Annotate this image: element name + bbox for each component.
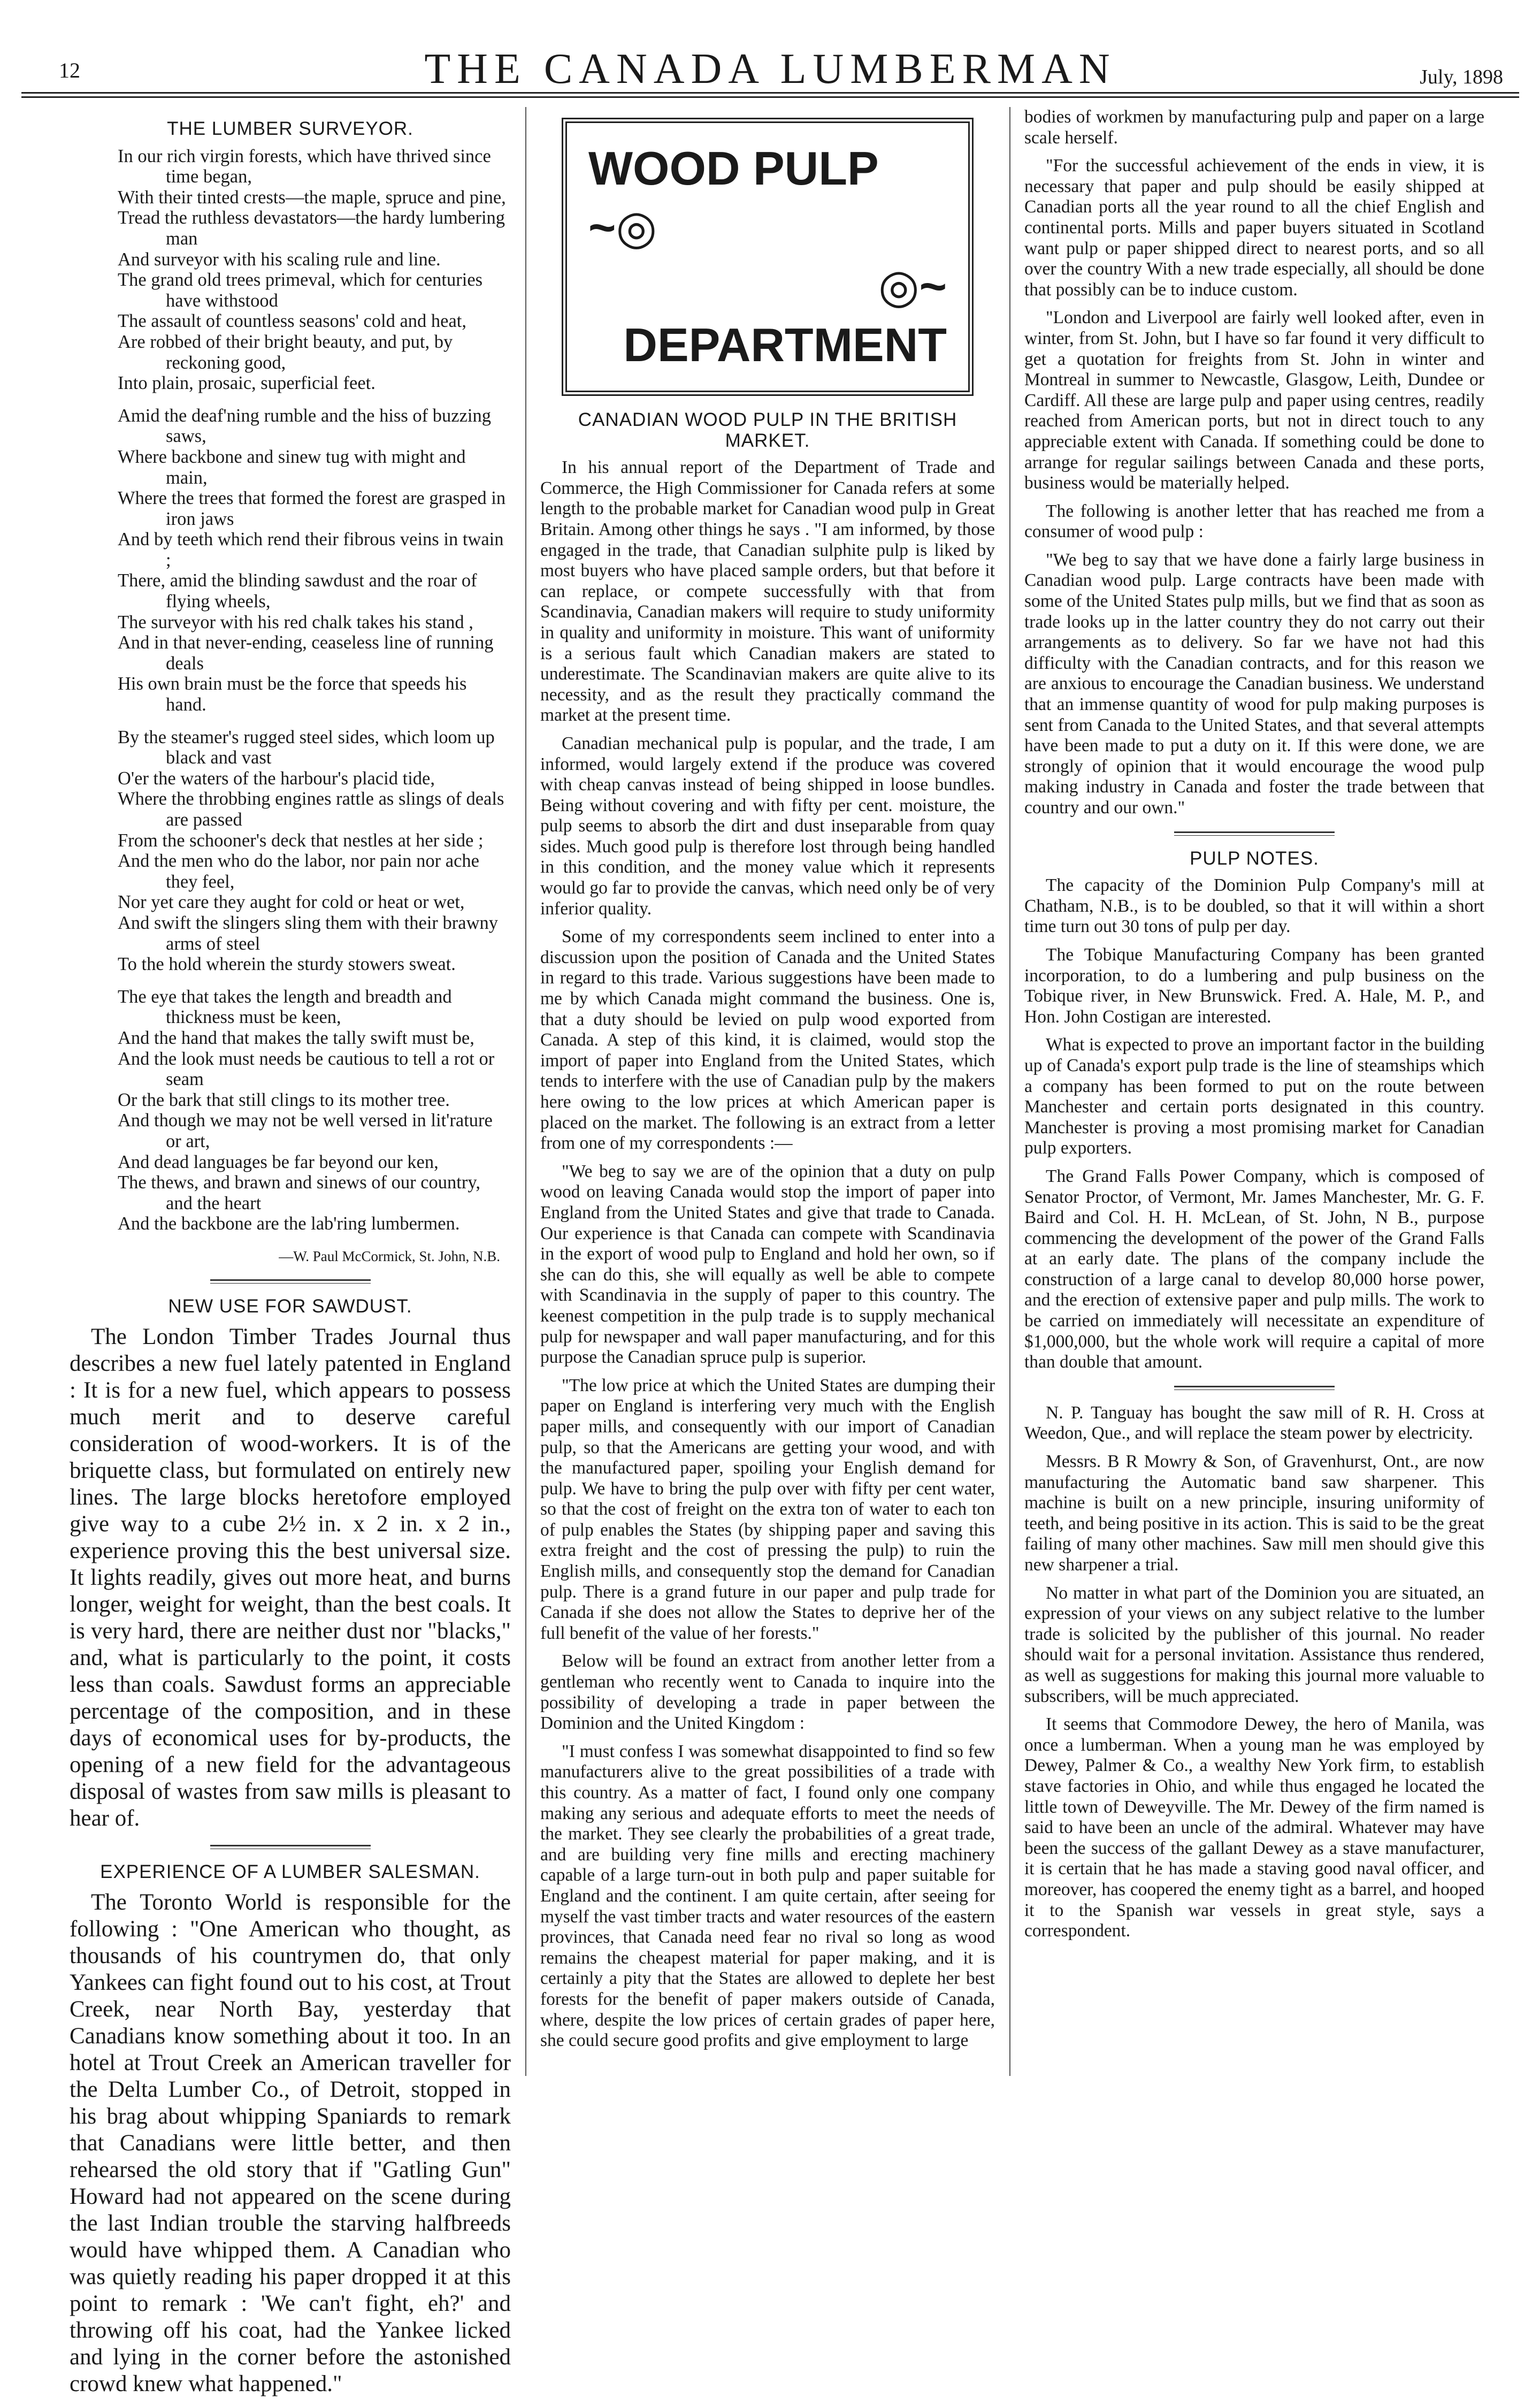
section-separator: [1174, 831, 1335, 836]
poem-line: And in that never-ending, ceaseless line of running deals: [118, 632, 494, 674]
poem-line: Or the bark that still clings to its mother tree.: [118, 1089, 450, 1110]
poem-line: The grand old trees primeval, which for centuries have withstood: [118, 270, 483, 311]
poem-line: His own brain must be the force that speeds his hand.: [118, 674, 467, 715]
article-paragraph: Canadian mechanical pulp is popular, and the trade, I am informed, would largely extend if the produce was covered with cheap canvas instead of being shipped in loose bundles. Being without covering and with fifty per cent. moisture, the pulp seems to absorb the dirt and dust inseparable from quay sides. Much good pulp is therefore lost through being handled in this condition, and the money value which it represents would go far to provide the canvas, which need only be of very inferior quality.: [540, 733, 995, 919]
column-divider: [525, 107, 526, 2076]
poem-line: And swift the slingers sling them with their brawny arms of steel: [118, 912, 498, 954]
poem-line: And the men who do the labor, nor pain nor ache they feel,: [118, 851, 479, 892]
poem-line: By the steamer's rugged steel sides, which loom up black and vast: [118, 727, 495, 768]
poem-line: And surveyor with his scaling rule and line.: [118, 249, 441, 270]
masthead-rule: [21, 92, 1519, 94]
article-paragraph: The capacity of the Dominion Pulp Company's mill at Chatham, N.B., is to be doubled, so that it will within a short time turn out 30 tons of pulp per day.: [1024, 875, 1484, 937]
article-text: The London Timber Trades Journal thus describes a new fuel lately patented in England : It is for a new fuel, which appears to possess much merit and to deserve careful consideration of wood-workers. It is of the briquette class, but formulated on entirely new lines. The large blocks heretofore employed give way to a cube 2½ in. x 2 in. x 2 in., experience proving this the best universal size. It lights readily, gives out more heat, and burns longer, weight for weight, than the best coals. It is very hard, there are neither dust nor "blacks," and, what is particularly to the point, it costs less than coals. Sawdust forms an appreciable percentage of the composition, and in these days of economical uses for by-products, the opening of a new field for the advantageous disposal of wastes from saw mills is pleasant to hear of.: [70, 1324, 511, 1831]
poem-line: There, amid the blinding sawdust and the roar of flying wheels,: [118, 570, 477, 612]
article-paragraph: "For the successful achievement of the ends in view, it is necessary that paper and pulp should be easily shipped at Canadian ports all the year round to all the chief English and continental ports. Mills and paper buyers situated in Scotland want pulp or paper shipped direct to nearest ports, and so all over the country With a new trade especially, all should be done that possibly can be to induce custom.: [1024, 156, 1484, 300]
poem-line: Nor yet care they aught for cold or heat or wet,: [118, 892, 465, 913]
article-paragraph: "We beg to say we are of the opinion that a duty on pulp wood on leaving Canada would stop the import of paper into England from the United States and give that trade to Canada. Our experience is that Canada can compete with Scandinavia in the export of wood pulp to England and hold her own, so if she can do this, she will equally as well be able to compete with Scandinavia in the supply of paper to this country. The keenest competition in the pulp trade is to supply mechanical pulp for newspaper and wall paper manufacturing, and for this purpose the Canadian spruce pulp is superior.: [540, 1161, 995, 1368]
poem-line: Where the throbbing engines rattle as slings of deals are passed: [118, 789, 504, 830]
poem-line: From the schooner's deck that nestles at her side ;: [118, 830, 484, 851]
poem-line: To the hold wherein the sturdy stowers sweat.: [118, 954, 456, 975]
poem-line: And the hand that makes the tally swift must be,: [118, 1027, 474, 1048]
poem-line: O'er the waters of the harbour's placid tide,: [118, 768, 435, 789]
poem-line: And the backbone are the lab'ring lumbermen.: [118, 1213, 460, 1234]
article-paragraph: Some of my correspondents seem inclined to enter into a discussion upon the position of Canada and the United States in regard to this trade. Various suggestions have been made to me by which Canada might command the business. One is, that a duty should be levied on pulp wood exported from Canada. A step of this kind, it is claimed, would stop the import of paper into England from the United States, which tends to interfere with the use of Canadian pulp by the makers here owing to the low prices at which American paper is placed on the market. The following is an extract from a letter from one of my correspondents :—: [540, 927, 995, 1154]
department-banner: [562, 118, 974, 396]
article-heading: PULP NOTES.: [1190, 848, 1319, 869]
poem-line: With their tinted crests—the maple, spruce and pine,: [118, 187, 506, 208]
poem-line: And dead languages be far beyond our ken,: [118, 1151, 439, 1172]
issue-date: July, 1898: [1420, 66, 1503, 88]
newspaper-title: THE CANADA LUMBERMAN: [424, 45, 1116, 93]
poem-line: Where backbone and sinew tug with might and main,: [118, 446, 466, 488]
poem-stanza: [70, 727, 511, 975]
poem-line: Tread the ruthless devastators—the hardy lumbering man: [118, 208, 505, 249]
poem-stanza: [70, 987, 511, 1234]
article-paragraph: Messrs. B R Mowry & Son, of Gravenhurst, Ont., are now manufacturing the Automatic band saw sharpener. This machine is built on a new principle, insuring uniformity of teeth, and being positive in its action. This is said to be the great failing of many other machines. Saw mill men should give this new sharpener a trial.: [1024, 1452, 1484, 1575]
article-paragraph: bodies of workmen by manufacturing pulp and paper on a large scale herself.: [1024, 107, 1484, 148]
poem-line: And though we may not be well versed in lit'rature or art,: [118, 1110, 493, 1151]
article-paragraph: It seems that Commodore Dewey, the hero of Manila, was once a lumberman. When a young man he was employed by Dewey, Palmer & Co., a wealthy New York firm, to establish stave factories in Ohio, and while thus engaged he located the little town of Deweyville. The Mr. Dewey of the firm named is said to have been an uncle of the admiral. Whatever may have been the success of the gallant Dewey as a stave manufacturer, it is certain that he has made a staving good naval officer, and moreover, has coopered the enemy tight as a barrel, and hooped it to the Spanish war vessels in great style, says a correspondent.: [1024, 1714, 1484, 1941]
masthead-rule: [21, 96, 1519, 98]
poem-line: And the look must needs be cautious to tell a rot or seam: [118, 1048, 495, 1090]
poem-line: The surveyor with his red chalk takes his stand ,: [118, 612, 473, 632]
section-separator: [210, 1845, 371, 1849]
banner-line: WOOD PULP ~◎: [588, 142, 878, 254]
section-separator: [1174, 1386, 1335, 1390]
poem-stanza: [70, 406, 511, 715]
article-paragraph: "London and Liverpool are fairly well looked after, even in winter, from St. John, but I have so far found it very difficult to get a quotation for freights from St. John in winter and Montreal in summer to Newcastle, Glasgow, Leith, Dundee or Cardiff. All these are large pulp and paper using centres, readily reached from American ports, but not in direct touch to any appreciable extent with Canada. If something could be done to arrange for regular sailings between Canada and these ports, business would be materially helped.: [1024, 308, 1484, 493]
column-middle: [540, 107, 995, 2059]
poem-line: Into plain, prosaic, superficial feet.: [118, 373, 376, 394]
poem-line: The eye that takes the length and breadth and thickness must be keen,: [118, 986, 452, 1028]
column-right: [1024, 107, 1484, 1949]
article-paragraph: The Grand Falls Power Company, which is composed of Senator Proctor, of Vermont, Mr. James Manchester, Mr. G. F. Baird and Col. H. H. McLean, of St. John, N B., purpose commencing the development of the power of the Grand Falls at an early date. The plans of the company include the construction of a large canal to develop 80,000 horse power, and the erection of extensive paper and pulp mills. The work to be carried on immediately will necessitate an expenditure of $1,000,000, but the whole work will require a capital of more than double that amount.: [1024, 1166, 1484, 1372]
column-left: [70, 107, 511, 2405]
poem-heading: THE LUMBER SURVEYOR.: [167, 118, 413, 139]
poem-line: And by teeth which rend their fibrous veins in twain ;: [118, 529, 504, 570]
column-divider: [1009, 107, 1010, 2076]
article-heading: CANADIAN WOOD PULP IN THE BRITISH MARKET.: [578, 409, 957, 451]
poem-line: Where the trees that formed the forest are grasped in iron jaws: [118, 488, 506, 529]
article-paragraph: N. P. Tanguay has bought the saw mill of R. H. Cross at Weedon, Que., and will replace the steam power by electricity.: [1024, 1402, 1484, 1444]
poem-line: The assault of countless seasons' cold and heat,: [118, 311, 466, 332]
article-paragraph: Below will be found an extract from another letter from a gentleman who recently went to Canada to inquire into the possibility of developing a trade in paper between the Dominion and the United Kingdom :: [540, 1651, 995, 1734]
article-paragraph: "The low price at which the United States are dumping their paper on England is interfering very much with the English paper mills, and consequently with our import of Canadian pulp, so that the Americans are getting your wood, and with the manufactured paper, spoiling your English demand for pulp. We have to bring the pulp over with fifty per cent water, so that the cost of freight on the extra ton of water to each ton of pulp enables the States (by shipping paper and saving this extra freight and the cost of pressing the pulp) to ruin the English mills, and consequently stop the demand for Canadian pulp. There is a grand future in our paper and pulp trade for Canada if she does not allow the States to deprive her of the full benefit of the value of her forests.": [540, 1375, 995, 1643]
article-heading: EXPERIENCE OF A LUMBER SALESMAN.: [100, 1861, 480, 1883]
article-paragraph: "We beg to say that we have done a fairly large business in Canadian wood pulp. Large contracts have been made with some of the United States pulp mills, but we find that as soon as trade looks up in the latter country they do not carry out their arrangements as to delivery. So far we have not had this difficulty with the Canadian contracts, and for this reason we are anxious to encourage the Canadian business. We understand that an immense quantity of wood for pulp making purposes is sent from Canada to the United States, and that several attempts have been made to put a duty on it. If this were done, we are strongly of opinion that it would encourage the wood pulp making industry in Canada and foster the trade between that country and our own.": [1024, 549, 1484, 818]
poem: [70, 146, 511, 1234]
poem-signature: —W. Paul McCormick, St. John, N.B.: [279, 1248, 500, 1264]
article-heading: NEW USE FOR SAWDUST.: [168, 1296, 412, 1317]
article-paragraph: "I must confess I was somewhat disappointed to find so few manufacturers alive to the great possibilities of a trade with this country. As a matter of fact, I found only one company making any serious and adequate efforts to meet the needs of the market. They see clearly the probabilities of a great trade, and are building very fine mills and erecting machinery capable of a large turn-out in both pulp and paper suitable for England and the continent. I am quite certain, after seeing for myself the vast timber tracts and water resources of the eastern provinces, that Canada need fear no rival so long as wood remains the cheapest material for paper making, and it is certainly a pity that the States are allowed to deplete her best forests for the benefit of paper makers outside of Canada, where, despite the low prices of certain grades of paper here, she could secure good profits and give employment to large: [540, 1741, 995, 2051]
page-number: 12: [59, 58, 80, 82]
poem-stanza: [70, 146, 511, 394]
banner-line: ◎~ DEPARTMENT: [623, 259, 947, 371]
poem-line: Are robbed of their bright beauty, and put, by reckoning good,: [118, 331, 453, 373]
article-paragraph: What is expected to prove an important factor in the building up of Canada's export pulp trade is the line of steamships which a company has been formed to put on the route between Manchester and certain ports designated in this country. Manchester is proving a most promising market for Canadian pulp exporters.: [1024, 1035, 1484, 1158]
section-separator: [210, 1279, 371, 1284]
poem-line: The thews, and brawn and sinews of our country, and the heart: [118, 1172, 481, 1213]
article-paragraph: In his annual report of the Department of Trade and Commerce, the High Commissioner for Canada refers at some length to the probable market for Canadian wood pulp in Great Britain. Among other things he says . "I am informed, by those engaged in the trade, that Canadian sulphite pulp is liked by most buyers who have placed sample orders, but that before it can replace, or compete successfully with that from Scandinavia, Canadian makers will require to study uniformity in quality and uniformity in moisture. This want of uniformity is a serious fault which Canadian makers are stated to underestimate. The Scandinavian makers are quite alive to its necessity, and as the result they practically command the market at the present time.: [540, 457, 995, 726]
article-paragraph: No matter in what part of the Dominion you are situated, an expression of your views on any subject relative to the lumber trade is solicited by the publisher of this journal. No reader should wait for a personal invitation. Assistance thus rendered, as well as suggestions for making this journal more valuable to subscribers, will be much appreciated.: [1024, 1583, 1484, 1706]
masthead: [21, 45, 1519, 93]
article-paragraph: The following is another letter that has reached me from a consumer of wood pulp :: [1024, 501, 1484, 542]
article-paragraph: The Tobique Manufacturing Company has been granted incorporation, to do a lumbering and pulp business on the Tobique river, in New Brunswick. Fred. A. Hale, M. P., and Hon. John Costigan are interested.: [1024, 944, 1484, 1027]
poem-line: Amid the deaf'ning rumble and the hiss of buzzing saws,: [118, 405, 491, 447]
article-text: The Toronto World is responsible for the following : "One American who thought, as thousands of his countrymen do, that only Yankees can fight found out to his cost, at Trout Creek, near North Bay, yesterday that Canadians know something about it too. In an hotel at Trout Creek an American traveller for the Delta Lumber Co., of Detroit, stopped in his brag about whipping Spaniards to remark that Canadians were little better, and then rehearsed the old story that if "Gatling Gun" Howard had not appeared on the scene during the last Indian trouble the starving halfbreeds would have whipped them. A Canadian who was quietly reading his paper dropped it at this point to remark : 'We can't fight, eh?' and throwing off his coat, had the Yankee licked and lying in the corner before the astonished crowd knew what happened.": [70, 1889, 511, 2396]
poem-line: In our rich virgin forests, which have thrived since time began,: [118, 146, 491, 187]
